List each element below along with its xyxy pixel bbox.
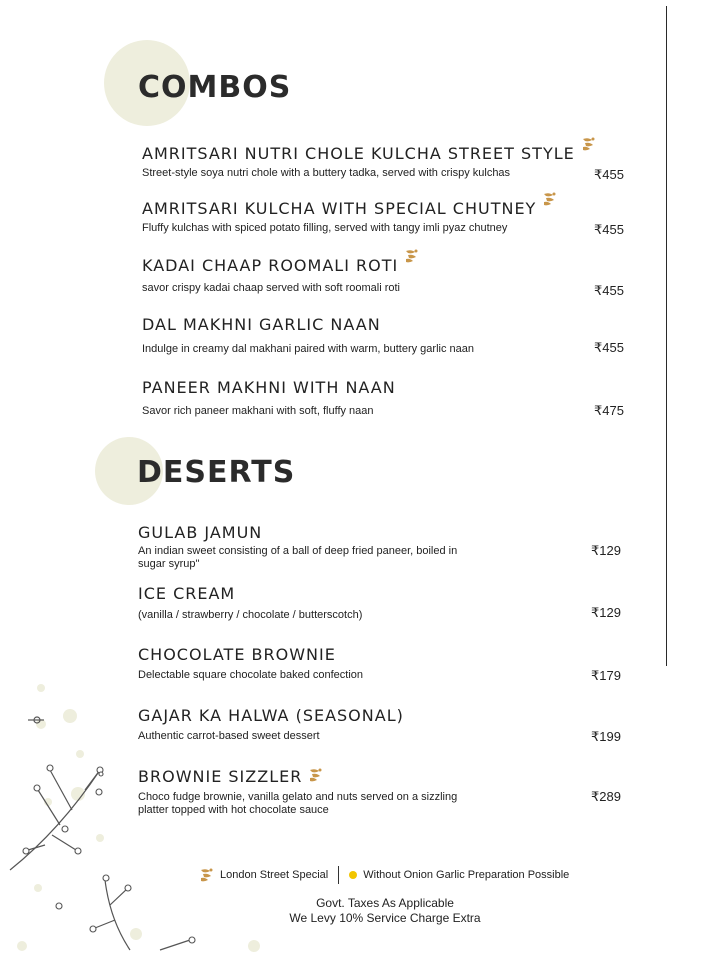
item-price: ₹455 — [594, 340, 624, 355]
vertical-divider — [666, 6, 667, 666]
service-charge-note: We Levy 10% Service Charge Extra — [289, 911, 481, 925]
item-price: ₹455 — [594, 222, 624, 237]
combo-item — [142, 256, 419, 295]
item-name: ICE CREAM — [138, 584, 236, 603]
item-description: Authentic carrot-based sweet dessert — [138, 730, 320, 742]
item-description: Savor rich paneer makhani with soft, fluffy naan — [142, 405, 374, 417]
london-street-special-icon — [403, 248, 419, 264]
item-price: ₹455 — [594, 283, 624, 298]
london-street-special-icon — [541, 191, 557, 207]
item-price: ₹179 — [591, 668, 621, 683]
no-onion-garlic-dot-icon — [349, 871, 357, 879]
combo-item — [142, 378, 396, 418]
item-description: Choco fudge brownie, vanilla gelato and nuts served on a sizzling platter topped with hot chocolate sauce — [138, 791, 458, 816]
item-price: ₹475 — [594, 403, 624, 418]
item-price: ₹289 — [591, 789, 621, 804]
item-name: PANEER MAKHNI WITH NAAN — [142, 378, 396, 397]
item-name: BROWNIE SIZZLER — [138, 767, 303, 786]
combo-item — [142, 199, 557, 235]
london-street-special-icon — [307, 767, 323, 783]
item-price: ₹455 — [594, 167, 624, 182]
item-price: ₹129 — [591, 605, 621, 620]
london-street-special-icon — [580, 136, 596, 152]
item-name: KADAI CHAAP ROOMALI ROTI — [142, 256, 399, 275]
deserts-section-title: DESERTS — [137, 455, 296, 490]
item-name: GAJAR KA HALWA (SEASONAL) — [138, 706, 404, 725]
item-name: CHOCOLATE BROWNIE — [138, 645, 336, 664]
item-description: Fluffy kulchas with spiced potato filling, served with tangy imli pyaz chutney — [142, 222, 508, 234]
item-description: An indian sweet consisting of a ball of deep fried paneer, boiled in sugar syrup" — [138, 545, 458, 570]
item-name: GULAB JAMUN — [138, 523, 263, 542]
floral-decoration — [0, 670, 270, 958]
combo-item — [142, 144, 596, 180]
item-description: savor crispy kadai chaap served with soft roomali roti — [142, 282, 400, 294]
legend-no-onion-garlic-label: Without Onion Garlic Preparation Possible — [363, 869, 570, 881]
menu-legend — [198, 866, 569, 884]
item-price: ₹199 — [591, 729, 621, 744]
item-name: AMRITSARI KULCHA WITH SPECIAL CHUTNEY — [142, 199, 537, 218]
item-name: DAL MAKHNI GARLIC NAAN — [142, 315, 381, 334]
menu-footer — [240, 896, 530, 926]
item-description: Indulge in creamy dal makhani paired with warm, buttery garlic naan — [142, 343, 474, 355]
item-description: (vanilla / strawberry / chocolate / butterscotch) — [138, 609, 363, 621]
london-street-special-icon — [198, 867, 214, 883]
combos-section-title: COMBOS — [138, 70, 292, 105]
item-name: AMRITSARI NUTRI CHOLE KULCHA STREET STYLE — [142, 144, 575, 163]
item-description: Delectable square chocolate baked confection — [138, 669, 364, 681]
legend-special-label: London Street Special — [220, 869, 329, 881]
dessert-item — [138, 584, 362, 622]
item-price: ₹129 — [591, 543, 621, 558]
item-description: Street-style soya nutri chole with a buttery tadka, served with crispy kulchas — [142, 167, 511, 179]
taxes-note: Govt. Taxes As Applicable — [316, 896, 454, 910]
legend-separator — [338, 866, 339, 884]
combo-item — [142, 315, 474, 356]
dessert-item — [138, 523, 468, 571]
